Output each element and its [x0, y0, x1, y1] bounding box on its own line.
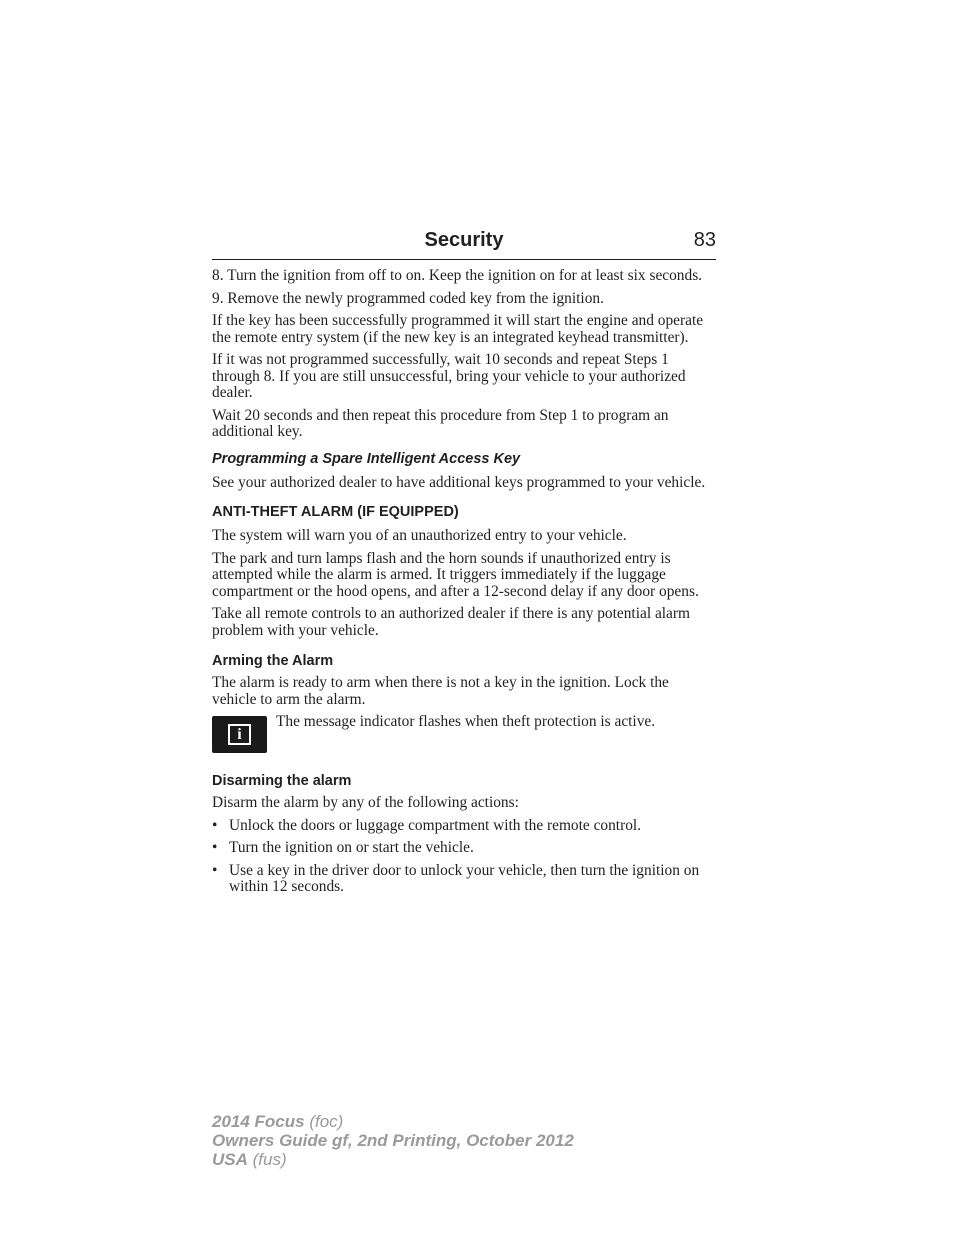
anti-theft-p1: The system will warn you of an unauthorized entry to your vehicle. — [212, 527, 627, 544]
page-footer — [212, 1112, 574, 1169]
footer-region: USA — [212, 1150, 248, 1169]
list-item — [212, 840, 716, 857]
anti-theft-p2: The park and turn lamps flash and the horn sounds if unauthorized entry is attempted while the alarm is armed. It triggers immediately if the luggage compartment or the hood opens, and after a 12-second delay if any door opens. — [212, 549, 699, 600]
arming-heading: Arming the Alarm — [212, 653, 334, 669]
footer-model-code: (foc) — [309, 1112, 344, 1131]
info-icon — [212, 716, 267, 753]
list-item-text: Turn the ignition on or start the vehicle. — [229, 839, 474, 856]
footer-guide-line — [212, 1131, 574, 1150]
list-item — [212, 863, 716, 896]
info-glyph: i — [228, 724, 251, 745]
step-8-text: 8. Turn the ignition from off to on. Keep the ignition on for at least six seconds. — [212, 267, 703, 284]
page-header — [212, 229, 716, 260]
spare-key-text: See your authorized dealer to have additional keys programmed to your vehicle. — [212, 473, 706, 491]
disarm-actions-list — [212, 818, 716, 896]
failure-text: If it was not programmed successfully, wait 10 seconds and repeat Steps 1 through 8. If you are still unsuccessful, bring your vehicle to your authorized dealer. — [212, 351, 686, 401]
list-item-text: Unlock the doors or luggage compartment with the remote control. — [229, 816, 642, 834]
footer-region-line — [212, 1150, 574, 1169]
info-note — [212, 714, 716, 753]
bullet: • — [212, 861, 218, 879]
footer-model: 2014 Focus — [212, 1112, 305, 1131]
anti-theft-heading: ANTI-THEFT ALARM (IF EQUIPPED) — [212, 504, 459, 520]
spare-key-heading: Programming a Spare Intelligent Access Key — [212, 450, 521, 467]
section-title: Security — [424, 229, 504, 251]
disarming-intro: Disarm the alarm by any of the following actions: — [212, 794, 519, 811]
success-text: If the key has been successfully programmed it will start the engine and operate the remote entry system (if the new key is an integrated keyhead transmitter). — [212, 312, 704, 346]
arming-text: The alarm is ready to arm when there is not a key in the ignition. Lock the vehicle to arm the alarm. — [212, 674, 669, 708]
footer-region-code: (fus) — [252, 1150, 287, 1169]
footer-model-line — [212, 1112, 574, 1131]
step-9-text: 9. Remove the newly programmed coded key from the ignition. — [212, 289, 604, 307]
bullet: • — [212, 816, 218, 834]
anti-theft-p3: Take all remote controls to an authorized dealer if there is any potential alarm problem with your vehicle. — [212, 605, 690, 639]
info-note-text: The message indicator flashes when theft protection is active. — [276, 713, 656, 730]
page-number: 83 — [693, 229, 716, 251]
bullet: • — [212, 839, 218, 856]
page-content — [212, 268, 716, 896]
disarming-heading: Disarming the alarm — [212, 773, 352, 789]
footer-guide: Owners Guide gf, 2nd Printing, October 2012 — [212, 1131, 574, 1150]
manual-page — [212, 229, 716, 902]
list-item-text: Use a key in the driver door to unlock your vehicle, then turn the ignition on within 12 seconds. — [229, 861, 700, 895]
wait-text: Wait 20 seconds and then repeat this procedure from Step 1 to program an additional key. — [212, 406, 669, 440]
list-item — [212, 818, 716, 835]
